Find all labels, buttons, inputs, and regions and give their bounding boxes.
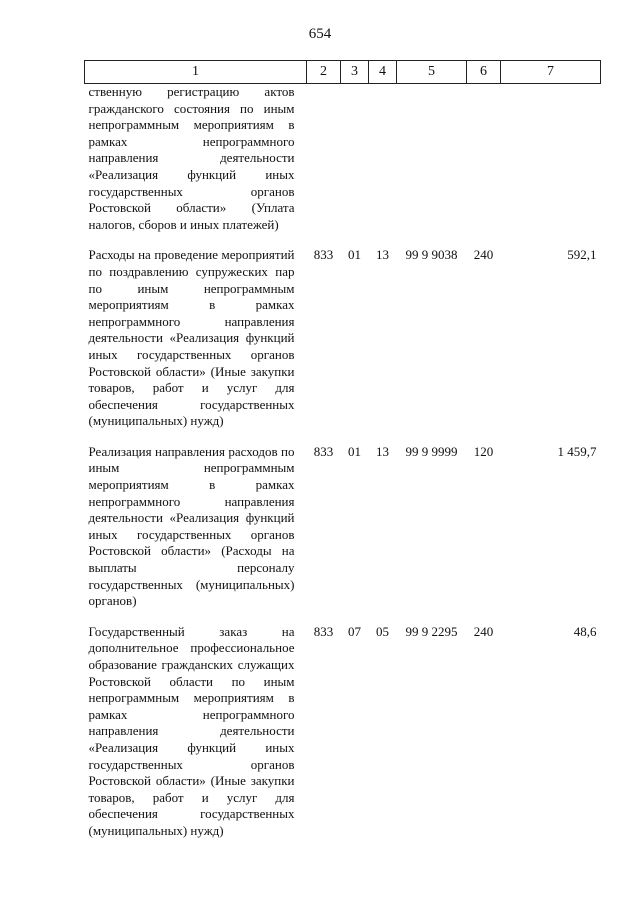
table-row: [85, 444, 601, 624]
row-code: 833: [313, 247, 334, 263]
row-target: 99 9 9999: [405, 443, 458, 459]
row-subsection: 13: [376, 443, 389, 459]
row-type: 120: [473, 443, 494, 459]
row-amount: 1 459,7: [557, 443, 597, 459]
budget-table: [84, 60, 601, 854]
row-description: Расходы на проведение мероприятий по поздравлению супружеских пар по иным непрограммным мероприятиям в рамках непрограммного направления деятельности «Реализация функций иных государственных органов Ростовской области» (Иные закупки товаров, работ и услуг для обеспечения государственных (муниципальных) нужд): [88, 247, 295, 429]
page-number: 654: [308, 26, 332, 42]
row-section: [341, 84, 369, 248]
row-section: 01: [348, 247, 361, 263]
header-col-1: 1: [85, 61, 307, 84]
row-type: 240: [473, 623, 494, 639]
row-type: [467, 84, 501, 248]
header-col-4: 4: [369, 61, 397, 84]
row-amount: [501, 84, 601, 248]
row-amount: 48,6: [573, 623, 597, 639]
row-code: [307, 84, 341, 248]
table-body: [85, 84, 601, 854]
row-description: ственную регистрацию актов гражданского состояния по иным непрограммным мероприятиям в рамках непрограммного направления деятельности «Реализация функций иных государственных органов Ростовской области» (Уплата налогов, сборов и иных платежей): [88, 84, 295, 232]
header-col-2: 2: [307, 61, 341, 84]
table-header: [85, 61, 601, 84]
header-col-3: 3: [341, 61, 369, 84]
row-target: 99 9 9038: [405, 247, 458, 263]
row-target: 99 9 2295: [405, 623, 458, 639]
row-type: 240: [473, 247, 494, 263]
header-col-7: 7: [501, 61, 601, 84]
row-subsection: [369, 84, 397, 248]
row-amount: 592,1: [567, 247, 597, 263]
row-description: Реализация направления расходов по иным непрограммным мероприятиям в рамках непрограммного направления деятельности «Реализация функций иных государственных органов Ростовской области» (Расходы на выплаты персоналу государственных (муниципальных) органов): [88, 443, 295, 609]
row-description: Государственный заказ на дополнительное профессиональное образование гражданских служащих Ростовской области по иным непрограммным мероприятиям в рамках непрограммного направления деятельности «Реализация функций иных государственных органов Ростовской области» (Иные закупки товаров, работ и услуг для обеспечения государственных (муниципальных) нужд): [88, 623, 295, 838]
header-col-6: 6: [467, 61, 501, 84]
row-subsection: 13: [376, 247, 389, 263]
table-row: [85, 84, 601, 248]
row-target: [397, 84, 467, 248]
row-section: 07: [348, 623, 361, 639]
row-code: 833: [313, 443, 334, 459]
row-section: 01: [348, 443, 361, 459]
table-row: [85, 624, 601, 854]
table-row: [85, 247, 601, 444]
header-row: [85, 61, 601, 84]
header-col-5: 5: [397, 61, 467, 84]
row-code: 833: [313, 623, 334, 639]
row-subsection: 05: [376, 623, 389, 639]
